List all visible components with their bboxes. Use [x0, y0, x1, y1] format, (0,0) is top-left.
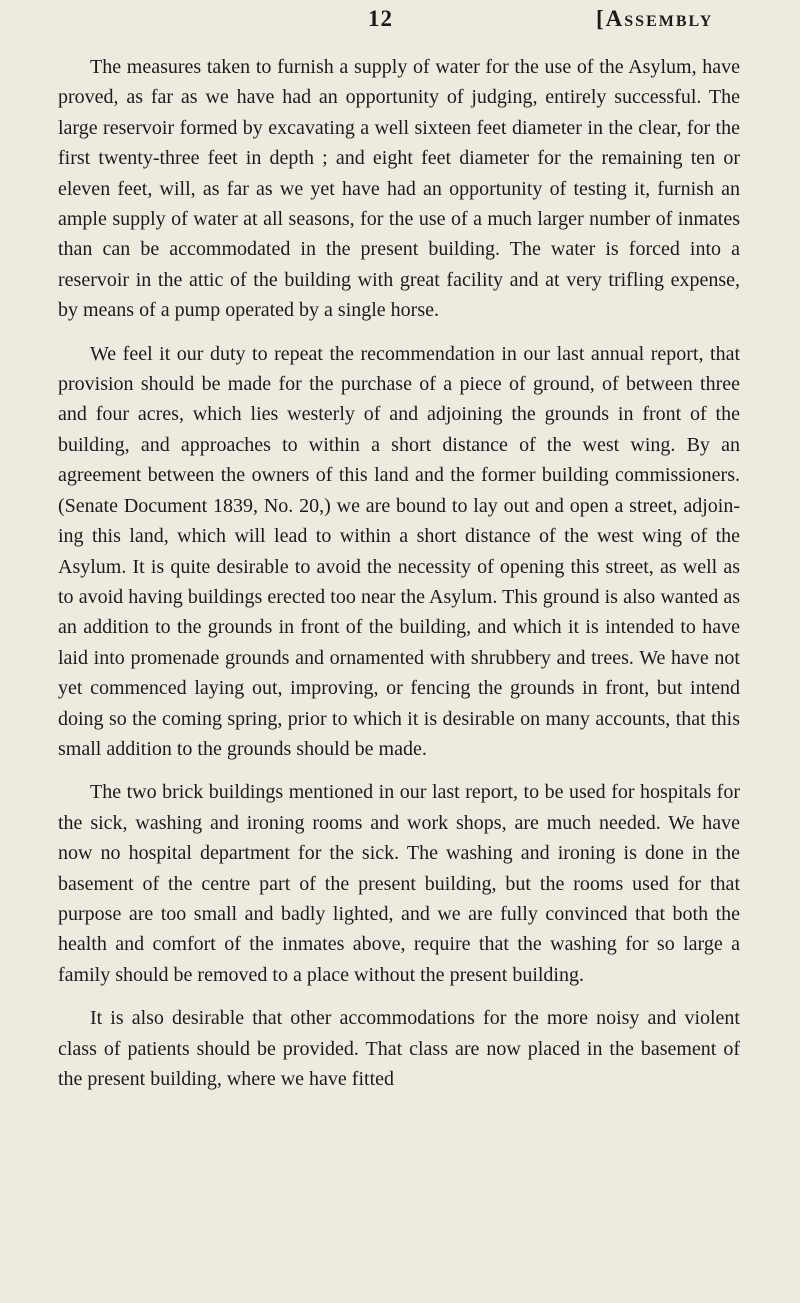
page-number: 12: [368, 6, 393, 31]
section-title: [Assembly: [596, 6, 714, 31]
paragraph-accommodations: It is also desirable that other accommodations for the more noisy and violent class of patients should be provided. That class are now placed in the basement of the present building, where we have fitted: [58, 1007, 740, 1090]
paragraph-brick-buildings: The two brick buildings mentioned in our last report, to be used for hospitals for the sick, washing and ironing rooms and work shops, are much needed. We have now no hospital department for the sick. The washing and ironing is done in the basement of the centre part of the present building, but the rooms used for that purpose are too small and badly lighted, and we are fully convinced that both the health and comfort of the inmates above, require that the washing for so large a family should be removed to a place without the present building.: [58, 781, 740, 986]
running-header: [0, 6, 800, 40]
body-text: [58, 52, 740, 1094]
paragraph-ground-purchase: We feel it our duty to repeat the recommendation in our last annual report, that provision should be made for the purchase of a piece of ground, of between three and four acres, which lies westerly of and adjoining the grounds in front of the building, and approaches to within a short distance of the west wing. By an agreement between the owners of this land and the former building commissioners. (Senate Document 1839, No. 20,) we are bound to lay out and open a street, adjoining this land, which will lead to within a short distance of the west wing of the Asylum. It is quite desirable to avoid the necessity of opening this street, as well as to avoid having buildings erected too near the Asylum. This ground is also wanted as an addition to the grounds in front of the building, and which it is intended to have laid into promenade grounds and ornamented with shrubbery and trees. We have not yet commenced laying out, improving, or fencing the grounds in front, but intend doing so the coming spring, prior to which it is desirable on many accounts, that this small addition to the grounds should be made.: [58, 342, 740, 760]
paragraph-water-supply: The measures taken to furnish a supply of water for the use of the Asylum, have proved, as far as we have had an opportunity of judging, entirely successful. The large reservoir formed by excavating a well sixteen feet diameter in the clear, for the first twenty-three feet in depth ; and eight feet diameter for the remaining ten or eleven feet, will, as far as we yet have had an opportunity of testing it, furnish an ample supply of water at all seasons, for the use of a much larger number of inmates than can be accommodated in the present building. The water is forced into a reservoir in the attic of the building with great facility and at very trifling expense, by means of a pump operated by a single horse.: [58, 56, 740, 322]
